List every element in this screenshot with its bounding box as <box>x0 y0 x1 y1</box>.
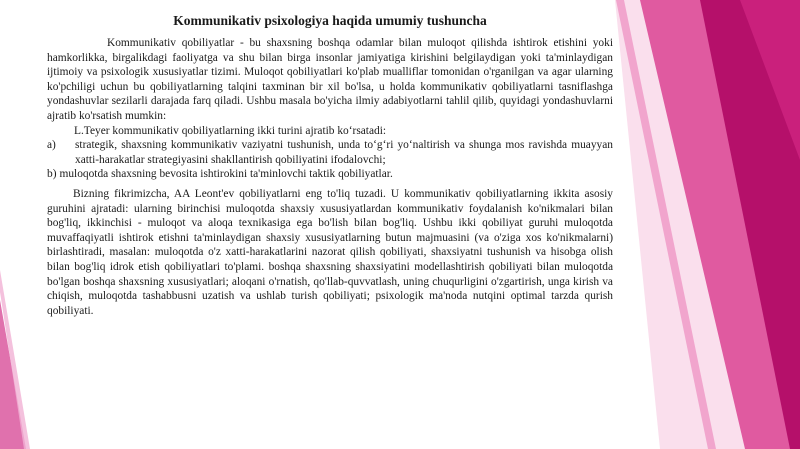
slide-title: Kommunikativ psixologiya haqida umumiy tushuncha <box>173 13 487 28</box>
list-item-a <box>47 138 613 167</box>
list-item-b <box>47 167 613 182</box>
leontev-paragraph: Bizning fikrimizcha, AA Leont'ev qobiliyatlarni eng to'liq tuzadi. U kommunikativ qobiliyatlarning ikkita asosiy guruhini ajratadi: ularning birinchisi muloqotda shaxsiy xususiyatlardan kommunikativ foydalanish ko'nikmalari bilan bog'liq, ikkinchisi - muloqot va aloqa texnikasiga ega bo'lish bilan bog'liq. Ushbu ikki qobiliyat guruhi muloqotda muvaffaqiyatli ishtirok etishni ta'minlaydigan shaxsiy xususiyatlarning butun majmuasini (va o'ziga xos ko'nikmalarni) birlashtiradi, masalan: muloqotda o'z xatti-harakatlarini nazorat qilish qobiliyati, shaxsiyatni tushunish va hisobga olish bilan bog'liq idrok etish qobiliyatlari to'plami. boshqa shaxsning shaxsiyatini modellashtirish qobiliyati bilan muloqotda bo'lgan boshqa shaxsning xususiyatlari; aloqani o'rnatish, qo'llab-quvvatlash, uning chuqurligini o'zgartirish, unga kirish va chiqish, muloqotda tashabbusni uzatish va ushlab turish qobiliyati; psixologik ma'noda nutqini optimal tarzda qurish qobiliyati. <box>47 187 613 317</box>
teyer-subheading: L.Teyer kommunikativ qobiliyatlarning ikki turini ajratib ko‘rsatadi: <box>74 124 387 137</box>
list-item-text: strategik, shaxsning kommunikativ vaziyatni tushunish, unda to‘g‘ri yo‘naltirish va shunga mos ravishda muayyan xatti-harakatlar strategiyasini shakllantirish qobiliyatini ifodalovchi; <box>75 139 613 166</box>
slide-content <box>47 12 613 318</box>
intro-paragraph: Kommunikativ qobiliyatlar - bu shaxsning boshqa odamlar bilan muloqot qilishda ishtirok etishini yoki hamkorlikka, birgalikdagi faoliyatga va shu bilan birga insonlar jamiyatiga kirishini belgilaydigan yoki ta'minlaydigan ijtimoiy va psixologik xususiyatlar tizimi. Muloqot qobiliyatlari ko'plab mualliflar tomonidan o'rganilgan va agar ularning ko'pchiligi uchun bu qobiliyatlarning talqini taxminan bir xil bo'lsa, u holda kommunikativ qobiliyatlarni tasniflashga yondashuvlar sezilarli darajada farq qiladi. Ushbu masala bo'yicha ilmiy adabiyotlarni tahlil qilib, quyidagi yondashuvlarni ajratib ko'rsatish mumkin: <box>47 37 613 122</box>
list-marker: b) <box>47 168 57 181</box>
list-marker: a) <box>47 139 56 152</box>
list-item-text: muloqotda shaxsning bevosita ishtirokini ta'minlovchi taktik qobiliyatlar. <box>59 168 393 181</box>
